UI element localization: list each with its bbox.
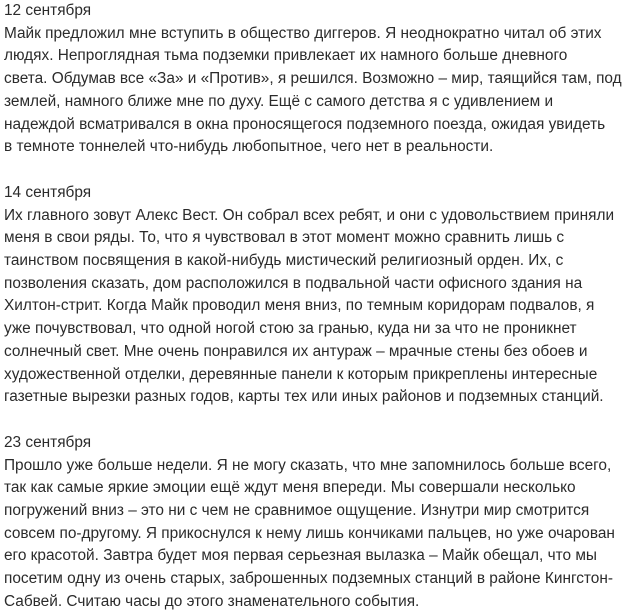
entry-date: 23 сентября [4, 433, 92, 451]
entry-date: 12 сентября [4, 2, 92, 19]
entry-text: Их главного зовут Алекс Вест. Он собрал всех ребят, и они с удовольствием приняли меня в свои ряды. То, что я чувствовал в этот момент можно сравнить лишь с таинством посвящения в какой-нибудь мистический религиозный орден. Их, с позволения сказать, дом расположился в подвальной части офисного здания на Хилтон-стрит. Когда Майк проводил меня вниз, по темным коридорам подвалов, я уже почувствовал, что одной ногой стою за гранью, куда ни за что не проникнет солнечный свет. Мне очень понравился их антураж – мрачные стены без обоев и художественной отделки, деревянные панели к которым прикреплены интересные газетные вырезки разных годов, карты тех или иных районов и подземных станций. [4, 206, 615, 406]
entry-text: Прошло уже больше недели. Я не могу сказать, что мне запомнилось больше всего, так как самые яркие эмоции ещё ждут меня впереди. Мы совершали несколько погружений вниз – это ни с чем не сравнимое ощущение. Изнутри мир смотрится совсем по-другому. Я прикоснулся к нему лишь кончиками пальцев, но уже очарован его красотой. Завтра будет моя первая серьезная вылазка – Майк обещал, что мы посетим одну из очень старых, заброшенных подземных станций в районе Кингстон- Сабвей. Считаю часы до этого знаменательного события. [4, 456, 615, 610]
entry-text: Майк предложил мне вступить в общество диггеров. Я неоднократно читал об этих людях. Непроглядная тьма подземки привлекает их намного больше дневного света. Обдумав все «За» и «Против», я решился. Возможно – мир, таящийся там, под землей, намного ближе мне по духу. Ещё с самого детства я с удивлением и надеждой всматривался в окна проносящегося подземного поезда, ожидая увидеть в темноте тоннелей что-нибудь любопытное, чего нет в реальности. [4, 24, 622, 156]
entry-date: 14 сентября [4, 183, 92, 201]
diary-entry-sep-23 [4, 432, 627, 614]
diary-entry-sep-12 [4, 0, 627, 159]
diary-entry-sep-14 [4, 182, 627, 409]
